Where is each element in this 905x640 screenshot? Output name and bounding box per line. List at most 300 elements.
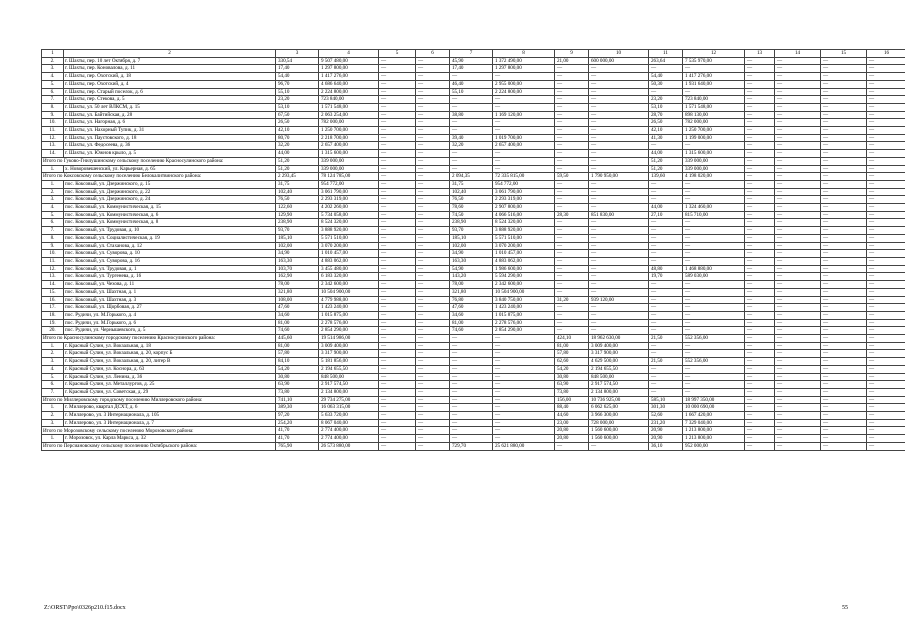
value-cell: —	[416, 396, 450, 404]
value-cell: 76,50	[450, 196, 493, 204]
value-cell: —	[821, 419, 867, 427]
value-cell: —	[775, 219, 821, 227]
value-cell: 321,80	[276, 288, 319, 296]
value-cell: 31,75	[450, 180, 493, 188]
value-cell: —	[555, 204, 589, 212]
value-cell: —	[379, 119, 416, 127]
value-cell: —	[379, 265, 416, 273]
value-cell: —	[775, 419, 821, 427]
row-number: 1.	[42, 342, 64, 350]
value-cell: 1 986 600,00	[493, 265, 555, 273]
value-cell: —	[821, 296, 867, 304]
value-cell: 41,70	[276, 427, 319, 435]
row-number: 3.	[42, 65, 64, 73]
address-cell: пос. Коксовый, ул. Социалистическая, д. 19	[64, 234, 276, 242]
value-cell: —	[821, 358, 867, 366]
value-cell: —	[683, 304, 745, 312]
value-cell: 848 500,00	[589, 373, 649, 381]
page-number: 55	[842, 605, 848, 611]
value-cell: 765,90	[276, 442, 319, 450]
value-cell: —	[745, 250, 775, 258]
value-cell: 9 507 480,00	[319, 57, 379, 65]
table-row	[42, 373, 905, 381]
value-cell: 1 667 420,00	[683, 412, 745, 420]
value-cell: —	[555, 281, 589, 289]
value-cell: —	[379, 381, 416, 389]
address-cell: г. Шахты, ул. Федосеева, д. 36	[64, 142, 276, 150]
value-cell: —	[379, 111, 416, 119]
value-cell: 122,60	[276, 204, 319, 212]
row-number: 1.	[42, 180, 64, 188]
value-cell: —	[379, 388, 416, 396]
value-cell: —	[649, 242, 683, 250]
footer-file-path: Z:\ORST\Ppo\0326p210.f15.docx	[44, 605, 126, 611]
value-cell: —	[775, 211, 821, 219]
value-cell: 53,10	[649, 103, 683, 111]
value-cell: 1 199 000,00	[683, 134, 745, 142]
value-cell: 389,30	[276, 404, 319, 412]
value-cell: —	[775, 342, 821, 350]
value-cell: 1 015 875,00	[493, 311, 555, 319]
table-row	[42, 73, 905, 81]
value-cell: 162,90	[276, 273, 319, 281]
value-cell: 21,00	[555, 57, 589, 65]
value-cell: —	[775, 273, 821, 281]
value-cell: 76,50	[276, 196, 319, 204]
value-cell: —	[416, 304, 450, 312]
address-cell: г. Шахты, пер. Стекова, д. 5	[64, 96, 276, 104]
value-cell: 424,10	[555, 335, 589, 343]
value-cell: —	[821, 250, 867, 258]
value-cell: —	[745, 157, 775, 165]
value-cell: —	[416, 196, 450, 204]
value-cell: —	[867, 103, 905, 111]
value-cell: —	[493, 96, 555, 104]
value-cell: 139,60	[649, 173, 683, 181]
value-cell: —	[821, 281, 867, 289]
value-cell: —	[745, 142, 775, 150]
value-cell: —	[775, 127, 821, 135]
value-cell: —	[745, 427, 775, 435]
value-cell: —	[416, 127, 450, 135]
value-cell: —	[867, 404, 905, 412]
value-cell: —	[416, 404, 450, 412]
value-cell: —	[379, 227, 416, 235]
value-cell: —	[821, 381, 867, 389]
row-number: 6.	[42, 219, 64, 227]
value-cell: —	[379, 296, 416, 304]
row-number: 13.	[42, 142, 64, 150]
value-cell: —	[775, 196, 821, 204]
value-cell: —	[416, 257, 450, 265]
value-cell: —	[416, 204, 450, 212]
value-cell: 23,20	[649, 96, 683, 104]
value-cell: 723 840,00	[319, 96, 379, 104]
value-cell: —	[379, 188, 416, 196]
value-cell: —	[775, 365, 821, 373]
address-cell: г. Шахты, ул. Байтийская, д. 28	[64, 111, 276, 119]
value-cell: —	[416, 373, 450, 381]
value-cell: —	[867, 57, 905, 65]
value-cell: 1 560 600,00	[589, 427, 649, 435]
table-row	[42, 358, 905, 366]
column-number-cell: 10	[589, 50, 649, 58]
value-cell: 23,20	[276, 96, 319, 104]
value-cell: 6 183 320,00	[319, 273, 379, 281]
value-cell: 3 888 920,00	[493, 227, 555, 235]
value-cell: —	[416, 142, 450, 150]
value-cell: 2 293,45	[276, 173, 319, 181]
table-row	[42, 296, 905, 304]
address-cell: г. Красный Сулин, ул. Коснора, д. 63	[64, 365, 276, 373]
table-row	[42, 234, 905, 242]
value-cell: —	[867, 111, 905, 119]
value-cell: —	[867, 211, 905, 219]
row-number: 3.	[42, 358, 64, 366]
value-cell: —	[416, 219, 450, 227]
value-cell: 20,80	[555, 435, 589, 443]
value-cell: 1 468 880,00	[683, 265, 745, 273]
value-cell: 34,60	[450, 311, 493, 319]
row-number: 5.	[42, 211, 64, 219]
table-row	[42, 365, 905, 373]
value-cell: 1 297 800,00	[319, 65, 379, 73]
value-cell: —	[379, 358, 416, 366]
column-number-cell: 9	[555, 50, 589, 58]
value-cell: —	[821, 219, 867, 227]
value-cell: —	[867, 365, 905, 373]
value-cell: —	[821, 103, 867, 111]
value-cell: —	[821, 134, 867, 142]
value-cell: —	[867, 319, 905, 327]
value-cell: 339 000,00	[683, 165, 745, 173]
value-cell: 72 335 815,00	[493, 173, 555, 181]
value-cell: 2 955 000,00	[493, 80, 555, 88]
address-cell: г. Миллерово, ул. 3 Интернационала, д. 105	[64, 412, 276, 420]
value-cell: —	[555, 227, 589, 235]
value-cell: 73,80	[555, 388, 589, 396]
value-cell: —	[821, 196, 867, 204]
table-row	[42, 134, 905, 142]
value-cell: —	[745, 365, 775, 373]
table-row	[42, 342, 905, 350]
value-cell: —	[493, 358, 555, 366]
address-cell: г. Миллерово, квартал ДСХТ, д. 6	[64, 404, 276, 412]
value-cell: —	[775, 281, 821, 289]
value-cell: —	[379, 211, 416, 219]
value-cell: —	[589, 273, 649, 281]
value-cell: —	[821, 435, 867, 443]
value-cell: —	[416, 65, 450, 73]
value-cell: —	[493, 373, 555, 381]
value-cell: 63,90	[555, 381, 589, 389]
value-cell: —	[745, 134, 775, 142]
table-row	[42, 188, 905, 196]
value-cell: —	[450, 119, 493, 127]
value-cell: 8 067 040,00	[319, 419, 379, 427]
value-cell: —	[745, 173, 775, 181]
value-cell: —	[649, 142, 683, 150]
value-cell: 30,80	[555, 373, 589, 381]
value-cell: —	[683, 296, 745, 304]
value-cell: —	[416, 173, 450, 181]
value-cell: —	[821, 257, 867, 265]
value-cell: —	[555, 127, 589, 135]
table-row	[42, 103, 905, 111]
row-number: 10.	[42, 119, 64, 127]
value-cell: —	[867, 442, 905, 450]
value-cell: —	[683, 373, 745, 381]
value-cell: —	[589, 73, 649, 81]
value-cell: 46,40	[450, 80, 493, 88]
value-cell: —	[589, 219, 649, 227]
value-cell: 81,00	[450, 319, 493, 327]
row-number: 5.	[42, 373, 64, 381]
value-cell: 102,00	[276, 242, 319, 250]
value-cell: 600 000,00	[589, 57, 649, 65]
value-cell: 54,90	[450, 265, 493, 273]
value-cell: 2 134 800,00	[319, 388, 379, 396]
value-cell: 1 372 490,00	[493, 57, 555, 65]
value-cell: 2 917 574,50	[319, 381, 379, 389]
value-cell: —	[867, 188, 905, 196]
value-cell: —	[683, 381, 745, 389]
table-row	[42, 311, 905, 319]
value-cell: —	[379, 273, 416, 281]
row-number: 11.	[42, 127, 64, 135]
value-cell: 2 293 319,00	[493, 196, 555, 204]
value-cell: 143,20	[450, 273, 493, 281]
value-cell: 17,40	[276, 65, 319, 73]
value-cell: 1 931 640,00	[683, 80, 745, 88]
value-cell: 78,60	[450, 204, 493, 212]
value-cell: —	[775, 73, 821, 81]
row-number: 6.	[42, 88, 64, 96]
value-cell: 339 000,00	[683, 157, 745, 165]
value-cell: 102,00	[450, 242, 493, 250]
value-cell: —	[683, 234, 745, 242]
value-cell: 16 063 315,00	[319, 404, 379, 412]
value-cell: —	[589, 288, 649, 296]
value-cell: 36,10	[649, 442, 683, 450]
value-cell: —	[821, 165, 867, 173]
value-cell: 78,00	[450, 281, 493, 289]
value-cell: 17,40	[450, 65, 493, 73]
value-cell: —	[416, 442, 450, 450]
value-cell: 74,60	[450, 327, 493, 335]
value-cell: 34,60	[276, 311, 319, 319]
column-number-cell: 8	[493, 50, 555, 58]
value-cell: 1 010 457,00	[319, 250, 379, 258]
value-cell: —	[416, 150, 450, 158]
address-cell: г. Шахты, пер. Охотский, д. 18	[64, 73, 276, 81]
value-cell: —	[555, 442, 589, 450]
value-cell: —	[821, 327, 867, 335]
value-cell: —	[775, 157, 821, 165]
value-cell: —	[555, 250, 589, 258]
value-cell: —	[775, 80, 821, 88]
row-number: 8.	[42, 234, 64, 242]
value-cell: 78 124 785,00	[319, 173, 379, 181]
value-cell: —	[649, 288, 683, 296]
value-cell: —	[745, 350, 775, 358]
value-cell: —	[493, 412, 555, 420]
value-cell: —	[867, 358, 905, 366]
value-cell: 2 774 400,00	[319, 435, 379, 443]
value-cell: —	[821, 412, 867, 420]
value-cell: —	[555, 134, 589, 142]
value-cell: 31,20	[555, 296, 589, 304]
row-number: 10.	[42, 250, 64, 258]
value-cell: —	[775, 396, 821, 404]
value-cell: —	[555, 96, 589, 104]
value-cell: —	[821, 335, 867, 343]
value-cell: 1 213 800,00	[683, 435, 745, 443]
value-cell: —	[555, 219, 589, 227]
value-cell: 67,50	[276, 111, 319, 119]
value-cell: —	[867, 134, 905, 142]
address-cell: г. Красный Сулин, ул. Советская, д. 29	[64, 388, 276, 396]
table-row	[42, 265, 905, 273]
value-cell: 55,10	[276, 88, 319, 96]
value-cell: —	[745, 335, 775, 343]
value-cell: 39,40	[450, 134, 493, 142]
value-cell: —	[379, 165, 416, 173]
value-cell: —	[683, 250, 745, 258]
value-cell: —	[379, 219, 416, 227]
value-cell: —	[821, 388, 867, 396]
value-cell: —	[450, 381, 493, 389]
value-cell: —	[745, 373, 775, 381]
value-cell: 103,70	[276, 265, 319, 273]
subtotal-row	[42, 173, 905, 181]
subtotal-label: Итого по Морозовскому сельскому поселению Морозовского района:	[42, 427, 276, 435]
value-cell: —	[416, 358, 450, 366]
value-cell: —	[416, 134, 450, 142]
value-cell: —	[555, 288, 589, 296]
table-row	[42, 419, 905, 427]
value-cell: —	[416, 419, 450, 427]
value-cell: —	[379, 73, 416, 81]
value-cell: 238,90	[450, 219, 493, 227]
value-cell: 50,30	[649, 80, 683, 88]
row-number: 2.	[42, 350, 64, 358]
value-cell: —	[775, 319, 821, 327]
value-cell: —	[379, 150, 416, 158]
value-cell: 52,60	[649, 412, 683, 420]
value-cell: 3 061 790,00	[319, 188, 379, 196]
value-cell: 589 030,00	[683, 273, 745, 281]
value-cell: —	[745, 65, 775, 73]
value-cell: —	[589, 157, 649, 165]
table-row	[42, 388, 905, 396]
value-cell: —	[821, 227, 867, 235]
row-number: 11.	[42, 257, 64, 265]
value-cell: —	[589, 327, 649, 335]
value-cell: 4 686 640,00	[319, 80, 379, 88]
value-cell: —	[555, 150, 589, 158]
row-number: 1.	[42, 404, 64, 412]
value-cell: 2 224 800,00	[319, 88, 379, 96]
value-cell: —	[683, 65, 745, 73]
value-cell: 339 000,00	[319, 165, 379, 173]
value-cell: 76,80	[450, 296, 493, 304]
value-cell: —	[821, 342, 867, 350]
value-cell: 4 629 500,00	[589, 358, 649, 366]
value-cell: —	[450, 342, 493, 350]
value-cell: —	[379, 57, 416, 65]
value-cell: 54,40	[276, 73, 319, 81]
table-row	[42, 180, 905, 188]
column-number-cell: 1	[42, 50, 64, 58]
value-cell: —	[493, 419, 555, 427]
value-cell: —	[745, 296, 775, 304]
value-cell: —	[867, 234, 905, 242]
value-cell: 163,30	[450, 257, 493, 265]
value-cell: —	[775, 265, 821, 273]
value-cell: —	[379, 327, 416, 335]
value-cell: —	[775, 150, 821, 158]
value-cell: —	[775, 103, 821, 111]
value-cell: —	[379, 435, 416, 443]
address-cell: пос. Коксовый, ул. Коммунистическая, д. 6	[64, 211, 276, 219]
value-cell: —	[649, 196, 683, 204]
value-cell: —	[416, 242, 450, 250]
value-cell: 185,10	[276, 234, 319, 242]
value-cell: —	[493, 165, 555, 173]
value-cell: —	[649, 188, 683, 196]
value-cell: —	[589, 134, 649, 142]
subtotal-label: Итого по Красносулинскому городскому поселению Красносулинского района:	[42, 335, 276, 343]
value-cell: 339 000,00	[319, 157, 379, 165]
value-cell: —	[416, 319, 450, 327]
value-cell: —	[379, 88, 416, 96]
value-cell: 5 734 058,00	[319, 211, 379, 219]
value-cell: —	[555, 196, 589, 204]
value-cell: —	[589, 257, 649, 265]
value-cell: —	[589, 188, 649, 196]
value-cell: —	[775, 404, 821, 412]
table-row	[42, 204, 905, 212]
value-cell: —	[555, 80, 589, 88]
subtotal-row	[42, 427, 905, 435]
table-row	[42, 242, 905, 250]
value-cell: —	[450, 365, 493, 373]
value-cell: —	[450, 165, 493, 173]
value-cell: —	[745, 180, 775, 188]
value-cell: —	[683, 257, 745, 265]
value-cell: —	[745, 281, 775, 289]
value-cell: —	[416, 165, 450, 173]
value-cell: 782 000,00	[319, 119, 379, 127]
value-cell: 1 423 240,00	[319, 304, 379, 312]
row-number: 3.	[42, 419, 64, 427]
value-cell: —	[775, 96, 821, 104]
value-cell: 3 070 200,00	[493, 242, 555, 250]
address-cell: г. Шахты, ул. Нагорная, д. 6	[64, 119, 276, 127]
value-cell: —	[379, 304, 416, 312]
value-cell: —	[867, 227, 905, 235]
value-cell: —	[683, 365, 745, 373]
value-cell: —	[450, 150, 493, 158]
table-row	[42, 65, 905, 73]
value-cell: —	[379, 419, 416, 427]
value-cell: 96,70	[276, 80, 319, 88]
value-cell: —	[745, 227, 775, 235]
row-number: 4.	[42, 365, 64, 373]
value-cell: —	[745, 358, 775, 366]
value-cell: 3 070 200,00	[319, 242, 379, 250]
